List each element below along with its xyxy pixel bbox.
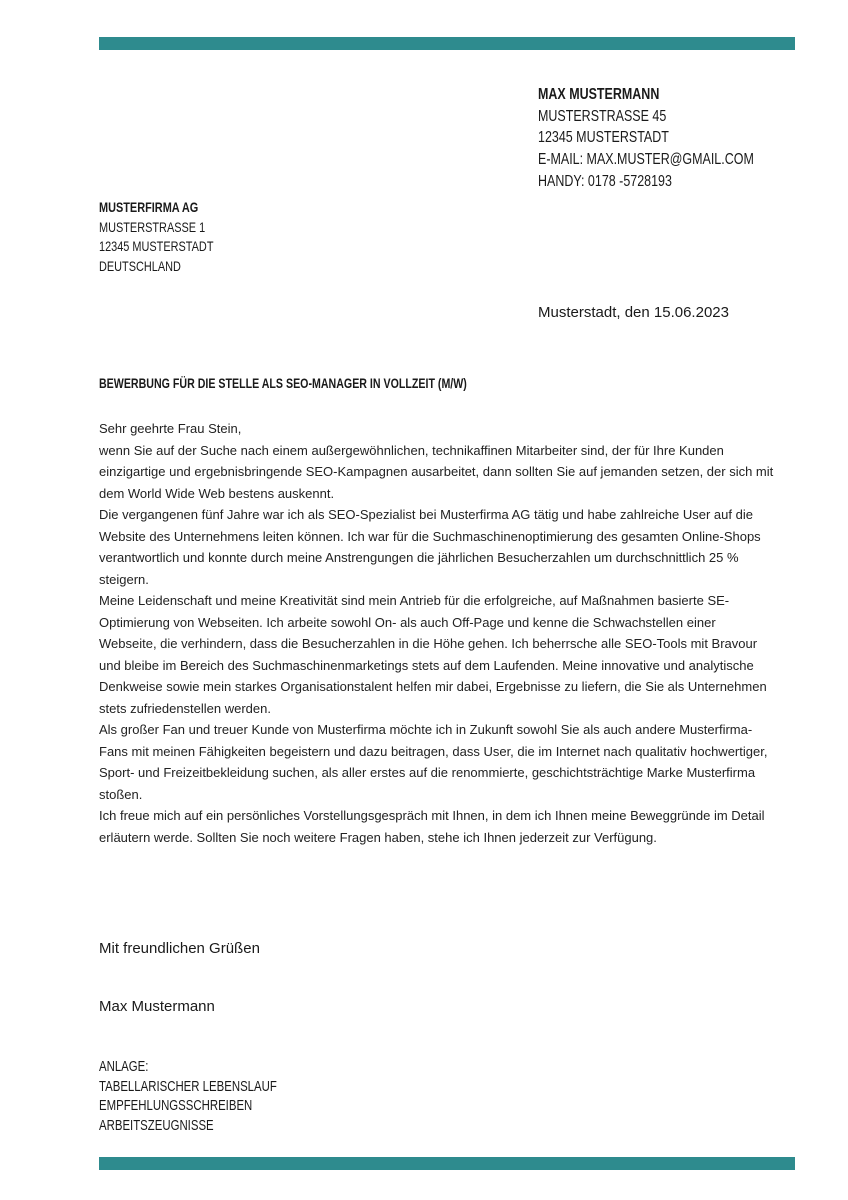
recipient-country: DEUTSCHLAND	[99, 258, 181, 275]
attachment-item: EMPFEHLUNGSSCHREIBEN	[99, 1097, 253, 1115]
attachments-block	[99, 1057, 333, 1136]
attachment-item: TABELLARISCHER LEBENSLAUF	[99, 1077, 277, 1095]
sender-street: MUSTERSTRASSE 45	[538, 107, 667, 125]
recipient-street: MUSTERSTRASSE 1	[99, 218, 206, 235]
letter-body	[99, 418, 774, 848]
body-paragraph: Die vergangenen fünf Jahre war ich als SEO-Spezialist bei Musterfirma AG tätig und habe zahlreiche User auf die Website des Unternehmens leiten können. Ich war für die Suchmaschinenoptimierung des gesamten Online-Shops verantwortlich und konnte durch meine Anstrengungen die jährlichen Besucherzahlen um durchschnittlich 25 % steigern.	[99, 507, 761, 587]
recipient-city: 12345 MUSTERSTADT	[99, 238, 214, 255]
letter-subject: BEWERBUNG FÜR DIE STELLE ALS SEO-MANAGER IN VOLLZEIT (M/W)	[99, 375, 467, 391]
signature-name: Max Mustermann	[99, 998, 215, 1015]
top-accent-bar	[99, 37, 795, 50]
recipient-company: MUSTERFIRMA AG	[99, 199, 199, 215]
letter-date: Musterstadt, den 15.06.2023	[538, 304, 729, 321]
body-paragraph: Als großer Fan und treuer Kunde von Musterfirma möchte ich in Zukunft sowohl Sie als auch andere Musterfirma-Fans mit meinen Fähigkeiten begeistern und dazu beitragen, dass User, die im Internet nach qualitativ hochwertiger, Sport- und Freizeitbekleidung suchen, als aller erstes auf die renommierte, geschichtsträchtige Marke Musterfirma stoßen.	[99, 722, 768, 802]
attachments-heading: ANLAGE:	[99, 1058, 149, 1075]
sender-email: E-MAIL: MAX.MUSTER@GMAIL.COM	[538, 151, 754, 169]
body-paragraph: Ich freue mich auf ein persönliches Vorstellungsgespräch mit Ihnen, in dem ich Ihnen meine Beweggründe im Detail erläutern werde. Sollten Sie noch weitere Fragen haben, stehe ich Ihnen jederzeit zur Verfügung.	[99, 808, 765, 845]
sender-name: MAX MUSTERMANN	[538, 86, 660, 103]
sender-city: 12345 MUSTERSTADT	[538, 129, 669, 147]
attachment-item: ARBEITSZEUGNISSE	[99, 1117, 214, 1135]
recipient-address-block	[99, 198, 246, 277]
salutation: Sehr geehrte Frau Stein,	[99, 421, 242, 436]
body-paragraph: wenn Sie auf der Suche nach einem außergewöhnlichen, technikaffinen Mitarbeiter sind, der für Ihre Kunden einzigartige und ergebnisbringende SEO-Kampagnen ausarbeitet, dann sollten Sie auf jemanden setzen, der sich mit dem World Wide Web bestens auskennt.	[99, 442, 774, 501]
bottom-accent-bar	[99, 1157, 795, 1170]
closing-phrase: Mit freundlichen Grüßen	[99, 940, 260, 957]
sender-phone: HANDY: 0178 -5728193	[538, 172, 672, 190]
body-paragraph: Meine Leidenschaft und meine Kreativität sind mein Antrieb für die erfolgreiche, auf Maßnahmen basierte SE-Optimierung von Webseiten. Ich arbeite sowohl On- als auch Off-Page und kenne die Schwachstellen einer Webseite, die verhindern, dass die Besucherzahlen in die Höhe gehen. Ich beherrsche alle SEO-Tools mit Bravour und bleibe im Bereich des Suchmaschinenmarketings stets auf dem Laufenden. Meine innovative und analytische Denkweise sowie mein starkes Organisationstalent helfen mir dabei, Ergebnisse zu liefern, die Sie als Unternehmen stets zufriedenstellen werden.	[99, 593, 767, 716]
sender-address-block	[538, 84, 815, 193]
